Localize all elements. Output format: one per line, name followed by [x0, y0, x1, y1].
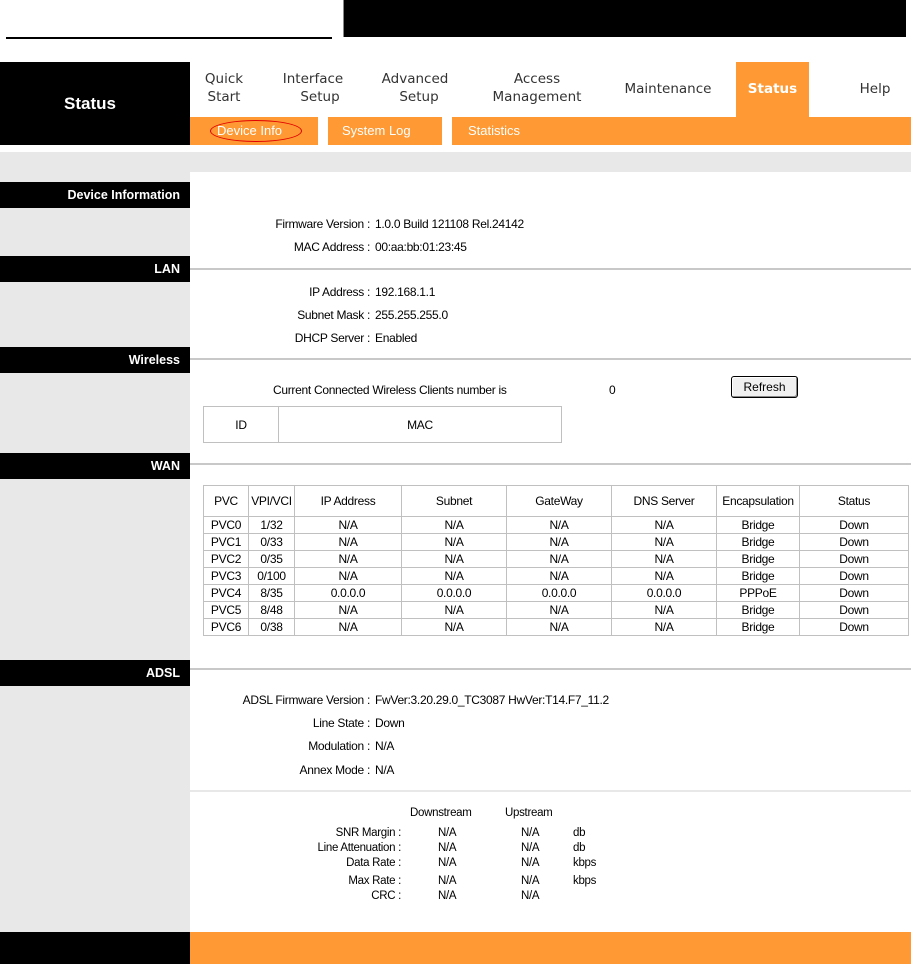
wireless-clients-label: Current Connected Wireless Clients number is: [273, 383, 507, 397]
cell-ip: N/A: [295, 568, 402, 585]
cell-encapsulation: Bridge: [717, 534, 800, 551]
cell-pvc: PVC3: [204, 568, 249, 585]
section-divider: [190, 668, 911, 670]
cell-encapsulation: Bridge: [717, 602, 800, 619]
cell-ip: N/A: [295, 534, 402, 551]
cell-gateway: N/A: [507, 619, 612, 636]
table-row: [204, 619, 909, 636]
cell-status: Down: [800, 585, 909, 602]
cell-encapsulation: Bridge: [717, 551, 800, 568]
table-row: [204, 568, 909, 585]
cell-encapsulation: PPPoE: [717, 585, 800, 602]
cell-status: Down: [800, 517, 909, 534]
cell-vpi-vci: 0/100: [249, 568, 295, 585]
menu-label-line2: Setup: [399, 89, 439, 105]
downstream-header: Downstream: [410, 807, 472, 819]
cell-dns: N/A: [612, 517, 717, 534]
column-header: DNS Server: [612, 486, 717, 517]
cell-vpi-vci: 0/35: [249, 551, 295, 568]
cell-pvc: PVC1: [204, 534, 249, 551]
menu-label-line2: Setup: [300, 89, 340, 105]
subnet-label: Subnet Mask :: [297, 308, 370, 322]
modulation-value: N/A: [375, 739, 395, 753]
cell-pvc: PVC0: [204, 517, 249, 534]
mac-label: MAC Address :: [293, 240, 370, 254]
cell-pvc: PVC2: [204, 551, 249, 568]
table-row: [204, 585, 909, 602]
data-rate-label: Data Rate :: [346, 857, 401, 869]
subnet-value: 255.255.255.0: [375, 308, 448, 322]
cell-subnet: N/A: [402, 568, 507, 585]
wireless-clients-table: [203, 406, 562, 443]
menu-label-line1: Advanced: [381, 71, 449, 87]
snr-margin-unit: db: [573, 827, 586, 839]
dhcp-label: DHCP Server :: [294, 331, 370, 345]
mac-value: 00:aa:bb:01:23:45: [375, 240, 467, 254]
section-divider: [190, 358, 911, 360]
main-menu: [190, 62, 911, 117]
cell-status: Down: [800, 568, 909, 585]
menu-label-line1: Quick: [204, 71, 244, 87]
menu-label-line2: Management: [492, 89, 582, 105]
column-header: VPI/VCI: [249, 486, 295, 517]
line-state-label: Line State :: [312, 716, 370, 730]
section-divider: [190, 268, 911, 270]
menu-label-line1: Help: [859, 81, 891, 97]
page-title-block: [0, 62, 190, 145]
cell-pvc: PVC5: [204, 602, 249, 619]
cell-encapsulation: Bridge: [717, 517, 800, 534]
cell-encapsulation: Bridge: [717, 619, 800, 636]
wireless-clients-count: 0: [609, 383, 616, 397]
section-divider: [190, 463, 911, 465]
cell-dns: N/A: [612, 551, 717, 568]
top-banner-tick: [343, 0, 344, 37]
footer-bar: [190, 932, 911, 964]
footer-left: [0, 932, 190, 964]
line-state-value: Down: [375, 716, 405, 730]
submenu-device-info[interactable]: Device Info: [217, 123, 283, 138]
max-rate-unit: kbps: [573, 875, 597, 887]
modulation-label: Modulation :: [308, 739, 370, 753]
menu-help[interactable]: [850, 62, 900, 117]
menu-label-line1: Access: [513, 71, 561, 87]
menu-access-management[interactable]: [482, 62, 592, 117]
annex-mode-label: Annex Mode :: [299, 763, 370, 777]
column-header: IP Address: [295, 486, 402, 517]
cell-subnet: N/A: [402, 602, 507, 619]
menu-status[interactable]: [736, 62, 809, 117]
cell-subnet: N/A: [402, 551, 507, 568]
table-header-row: [204, 486, 909, 517]
column-header: Subnet: [402, 486, 507, 517]
cell-subnet: 0.0.0.0: [402, 585, 507, 602]
cell-dns: N/A: [612, 534, 717, 551]
cell-vpi-vci: 1/32: [249, 517, 295, 534]
cell-gateway: N/A: [507, 534, 612, 551]
submenu-separator: [318, 117, 328, 145]
ip-label: IP Address :: [309, 285, 370, 299]
table-row: [204, 534, 909, 551]
crc-label: CRC :: [371, 890, 401, 902]
cell-dns: N/A: [612, 602, 717, 619]
data-rate-unit: kbps: [573, 857, 597, 869]
max-rate-down: N/A: [438, 875, 457, 887]
dhcp-value: Enabled: [375, 331, 417, 345]
ip-value: 192.168.1.1: [375, 285, 436, 299]
adsl-stats-divider: [190, 790, 911, 792]
cell-dns: N/A: [612, 619, 717, 636]
line-attenuation-label: Line Attenuation :: [317, 842, 401, 854]
adsl-firmware-label: ADSL Firmware Version :: [242, 693, 370, 707]
column-header: Encapsulation: [717, 486, 800, 517]
line-attenuation-down: N/A: [438, 842, 457, 854]
column-header-mac: MAC: [279, 407, 562, 443]
cell-pvc: PVC4: [204, 585, 249, 602]
crc-down: N/A: [438, 890, 457, 902]
crc-up: N/A: [521, 890, 540, 902]
section-adsl: ADSL: [0, 660, 190, 686]
cell-vpi-vci: 0/38: [249, 619, 295, 636]
menu-label-line1: Maintenance: [624, 81, 712, 97]
cell-subnet: N/A: [402, 534, 507, 551]
cell-gateway: N/A: [507, 602, 612, 619]
menu-label-line1: Status: [747, 81, 798, 97]
cell-pvc: PVC6: [204, 619, 249, 636]
top-rule: [6, 37, 332, 39]
annex-mode-value: N/A: [375, 763, 395, 777]
separator-strip: [0, 152, 911, 172]
max-rate-label: Max Rate :: [348, 875, 401, 887]
column-header: PVC: [204, 486, 249, 517]
cell-status: Down: [800, 534, 909, 551]
menu-interface-setup[interactable]: [280, 62, 360, 117]
table-header-row: [204, 407, 562, 443]
section-wireless: Wireless: [0, 347, 190, 373]
snr-margin-up: N/A: [521, 827, 540, 839]
section-device-information: Device Information: [0, 182, 190, 208]
submenu-statistics[interactable]: Statistics: [468, 123, 521, 138]
page-title: Status: [64, 94, 116, 113]
cell-subnet: N/A: [402, 619, 507, 636]
table-row: [204, 517, 909, 534]
menu-maintenance[interactable]: [614, 62, 722, 117]
adsl-firmware-value: FwVer:3.20.29.0_TC3087 HwVer:T14.F7_11.2: [375, 693, 609, 707]
cell-dns: N/A: [612, 568, 717, 585]
cell-gateway: 0.0.0.0: [507, 585, 612, 602]
section-wan: WAN: [0, 453, 190, 479]
cell-gateway: N/A: [507, 568, 612, 585]
cell-ip: 0.0.0.0: [295, 585, 402, 602]
submenu-system-log[interactable]: System Log: [342, 123, 411, 138]
menu-quick-start[interactable]: [196, 62, 252, 117]
menu-label-line2: Start: [207, 89, 241, 105]
table-row: [204, 551, 909, 568]
cell-status: Down: [800, 602, 909, 619]
sub-menu: [190, 117, 911, 145]
wan-pvc-table: [203, 485, 909, 636]
column-header-id: ID: [204, 407, 279, 443]
upstream-header: Upstream: [505, 807, 553, 819]
refresh-button[interactable]: Refresh: [731, 376, 798, 398]
firmware-value: 1.0.0 Build 121108 Rel.24142: [375, 217, 524, 231]
cell-encapsulation: Bridge: [717, 568, 800, 585]
cell-status: Down: [800, 551, 909, 568]
top-banner-bar: [343, 0, 906, 37]
snr-margin-label: SNR Margin :: [335, 827, 401, 839]
firmware-label: Firmware Version :: [275, 217, 370, 231]
submenu-separator: [442, 117, 452, 145]
cell-status: Down: [800, 619, 909, 636]
menu-advanced-setup[interactable]: [378, 62, 460, 117]
menu-label-line1: Interface: [282, 71, 344, 87]
max-rate-up: N/A: [521, 875, 540, 887]
data-rate-up: N/A: [521, 857, 540, 869]
cell-vpi-vci: 8/35: [249, 585, 295, 602]
snr-margin-down: N/A: [438, 827, 457, 839]
column-header: Status: [800, 486, 909, 517]
data-rate-down: N/A: [438, 857, 457, 869]
line-attenuation-up: N/A: [521, 842, 540, 854]
cell-gateway: N/A: [507, 517, 612, 534]
cell-ip: N/A: [295, 551, 402, 568]
cell-gateway: N/A: [507, 551, 612, 568]
column-header: GateWay: [507, 486, 612, 517]
table-row: [204, 602, 909, 619]
cell-subnet: N/A: [402, 517, 507, 534]
cell-vpi-vci: 0/33: [249, 534, 295, 551]
line-attenuation-unit: db: [573, 842, 586, 854]
section-lan: LAN: [0, 256, 190, 282]
cell-ip: N/A: [295, 517, 402, 534]
cell-dns: 0.0.0.0: [612, 585, 717, 602]
cell-ip: N/A: [295, 602, 402, 619]
cell-ip: N/A: [295, 619, 402, 636]
cell-vpi-vci: 8/48: [249, 602, 295, 619]
